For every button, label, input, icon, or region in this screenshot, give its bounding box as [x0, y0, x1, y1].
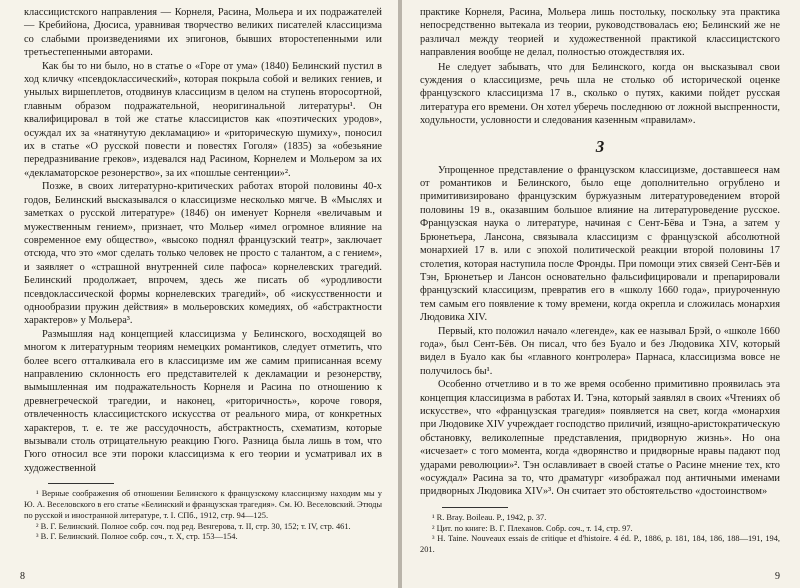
right-paragraph-5: Особенно отчетливо и в то же время особенно примитивно проявилась эта концепция классицизма в работах И. Тэна, который заявлял в своих «Чтениях об искусстве», что «французская трагедия» появляется на свет, когда «монархия при Людовике XIV учреждает господство приличий, изящно-аристократическую обстановку, великолепные представления, придворную жизнь». Но она «исчезает» с того момента, когда «дворянство и придворные нравы падают под ударами революции»². Тэн ославливает в своей статье о Расине мнение тех, кто «осуждал» Расина за то, что драматург «изображал под античными именами придворных Людовика XIV»³. Он считает это обстоятельство «достоинством» — [420, 379, 780, 498]
left-body-text — [24, 6, 382, 475]
right-body-text-bottom — [420, 164, 780, 499]
right-footnote-1: ¹ R. Bray. Boileau. P., 1942, p. 37. — [432, 512, 547, 522]
right-paragraph-3: Упрощенное представление о французском классицизме, доставшееся нам от романтиков и Белинского, было еще дополнительно огрублено и примитивизировано французским буржуазным литературоведением второй половины 19 в., оказавшим большое влияние на литературоведение русское. Французская наука о литературе, начиная с Сент-Бёва и Тэна, а затем у Брюнетьера, Лансона, связывала классицизм с французской абсолютной монархией 17 в. или с эпохой политической реакции второй половины 17 столетия, которая наступила после Фронды. При помощи этих связей Сент-Бёв и Тэн, Брюнетьер и Лансон основательно фальсифицировали и препарировали французский классицизм, превратив его в «школу 1660 года», приуроченную тем самым его появление к тому времени, когда окрепла и сложилась монархия Людовика XIV. — [420, 164, 780, 324]
right-page-number: 9 — [775, 571, 780, 582]
left-paragraph-2: Как бы то ни было, но в статье о «Горе от ума» (1840) Белинский пустил в ход кличку «псевдоклассический», которая покрыла собой и великих гениев, и унылых виршеплетов, отодвинув классицизм в целом на ступень второсортной, главным образом подражательной, неоригинальной литературы¹. Он квалифицировал в той же статье классицистов как «поэтических уродов», осуждал их за «натянутую декламацию» и «риторическую шумиху», поносил их в статье «О русской повести и повестях Гоголя» (1835) за «обезьяние передразнивание греков», издевался над Расином, Корнелем и Мольером за их «декламаторское резонерство», за их «пошлые сентенции»². — [24, 60, 382, 179]
right-paragraph-1: практике Корнеля, Расина, Мольера лишь постольку, поскольку эта практика непосредственно вытекала из теории, руководствовалась ею; Белинский же не различал между теорией и художественной практикой классицистского направления вообще не делал, полностью отождествляя их. — [420, 7, 780, 59]
left-footnote-2: ² В. Г. Белинский. Полное собр. соч. под ред. Венгерова, т. II, стр. 30, 152; т. IV, стр. 461. — [36, 521, 351, 531]
right-footnote-2: ² Цит. по книге: В. Г. Плеханов. Собр. соч., т. 14, стр. 97. — [432, 523, 633, 533]
right-paragraph-4: Первый, кто положил начало «легенде», как ее называл Брэй, о «школе 1660 года», был Сент-Бёв. Он писал, что без Буало и без Людовика XIV, который видел в Буало как бы «главного контролера» Парнаса, классицизма вовсе не получилось бы¹. — [420, 325, 780, 377]
left-footnote-3: ³ В. Г. Белинский. Полное собр. соч., т. X, стр. 153—154. — [36, 532, 238, 542]
left-footnote-1: ¹ Верные соображения об отношении Белинского к французскому классицизму находим мы у Ю. А. Веселовского в его статье «Белинский и французская трагедия». См. Ю. Веселовский. Этюды по русской и иностранной литературе, т. I. СПб., 1912, стр. 94—125. — [24, 489, 382, 520]
left-paragraph-4: Размышляя над концепцией классицизма у Белинского, восходящей во многом к литературным теориям немецких романтиков, следует отметить, что более всего отталкивала его в классицизме им же самим приписанная всему направлению склонность его представителей к декламации и резонерству, вымышленная им подражательность Корнеля и Расина по отношению к древнегреческой трагедии, и наконец, «риторичность», короче говоря, отвлеченность классицистского искусства от реального мира, от конкретных характеров, т. е. те же рассудочность, абстрактность, схематизм, которые вызывали столь отрицательную реакцию Гюго. Разница была лишь в том, что Гюго относил все эти пороки классицизма к его теории и усматривал их в художественной — [24, 328, 382, 474]
right-footnotes — [420, 513, 780, 556]
right-page — [402, 0, 800, 588]
right-paragraph-2: Не следует забывать, что для Белинского, когда он высказывал свои суждения о классицизме, речь шла не столько об исторической оценке французского классицизма 17 в., сколько о путях, какими пойдет русская литература его времени. Он хотел уберечь последнюю от ложной выспренности, ходульности, условности и следования казенным «правилам». — [420, 61, 780, 127]
left-page — [0, 0, 398, 588]
left-paragraph-1: классицистского направления — Корнеля, Расина, Мольера и их подражателей — Кребийона, Дюсиса, уравнивая творчество великих писателей классицизма со слабыми произведениями их эпигонов, бывших второстепенными или третьестепенными авторами. — [24, 7, 382, 59]
right-footnote-rule — [442, 507, 508, 508]
left-page-number: 8 — [20, 571, 25, 582]
section-number: 3 — [595, 136, 605, 156]
right-body-text-top — [420, 6, 780, 128]
left-paragraph-3: Позже, в своих литературно-критических работах второй половины 40-х годов, Белинский высказывался о классицизме несколько мягче. В «Мыслях и заметках о русской литературе» (1846) он именует Корнеля «величавым и мужественным гением», признает, что Мольер «имел огромное влияние на современное ему общество», «высоко поднял французский театр», заключает отсюда, что это «мог сделать только человек не просто с талантом, а с гением», и заявляет о «страшной внутренней силе пафоса» корнелевских трагедий. Белинский продолжает, впрочем, здесь же писать об «уродливости псевдоклассической формы корнелевских трагедий», об «искусственности и однообразии пружин действия» в мольеровских комедиях, об «абстрактности характеров» у Мольера³. — [24, 181, 382, 327]
right-footnote-3: ³ H. Taine. Nouveaux essais de critique et d'histoire. 4 éd. P., 1886, p. 181, 184, 186, 188—191, 194, 201. — [420, 534, 780, 555]
left-footnotes — [24, 489, 382, 543]
left-footnote-rule — [48, 483, 114, 484]
